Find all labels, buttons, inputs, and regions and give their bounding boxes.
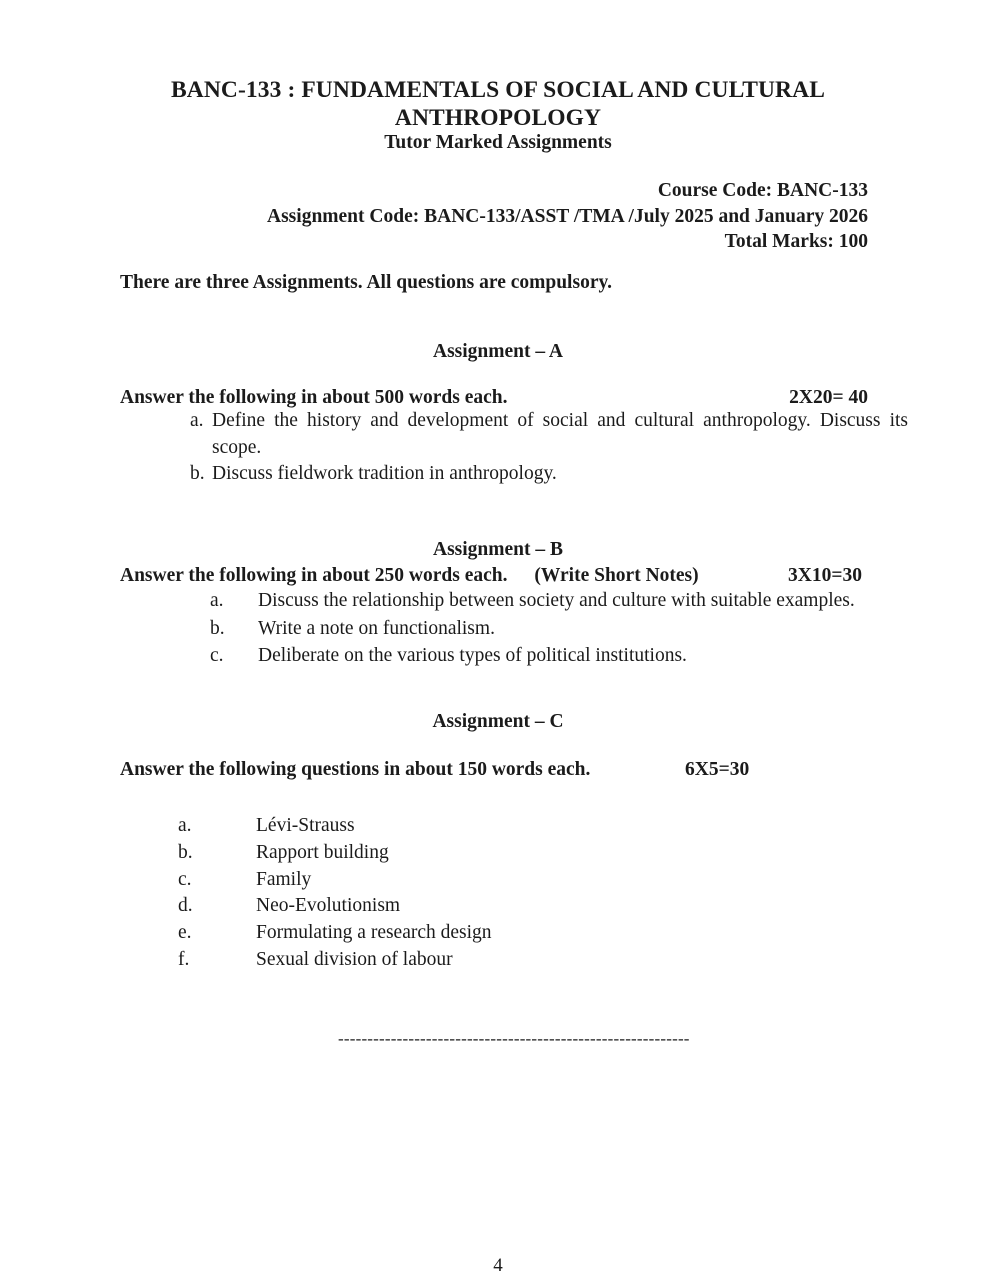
list-item-marker: e.	[178, 922, 192, 944]
list-item-text: Formulating a research design	[256, 922, 492, 944]
list-item	[178, 920, 878, 947]
list-item-text: Write a note on functionalism.	[258, 617, 495, 639]
list-item-text: Lévi-Strauss	[256, 815, 355, 836]
list-item-text: Discuss fieldwork tradition in anthropology.	[212, 463, 557, 484]
assignment-c-question-list	[178, 813, 878, 974]
assignment-code: Assignment Code: BANC-133/ASST /TMA /July 2025 and January 2026	[267, 205, 868, 227]
list-item-marker: b.	[210, 617, 225, 639]
list-item-text: Rapport building	[256, 841, 389, 863]
assignment-a-marks: 2X20= 40	[789, 387, 868, 408]
list-item	[190, 408, 908, 461]
list-item-text: Neo-Evolutionism	[256, 895, 401, 917]
section-divider: ------------------------------------------------------------	[338, 1030, 690, 1048]
page-number: 4	[493, 1255, 503, 1276]
list-item-marker: a.	[210, 590, 224, 611]
list-item-text: Discuss the relationship between society and culture with suitable examples.	[258, 590, 855, 611]
list-item	[210, 587, 880, 615]
list-item	[178, 840, 878, 867]
page-title: BANC-133 : FUNDAMENTALS OF SOCIAL AND CULTURAL ANTHROPOLOGY	[171, 77, 825, 131]
list-item	[190, 461, 908, 488]
assignment-b-note: (Write Short Notes)	[534, 565, 699, 586]
list-item-marker: c.	[178, 868, 192, 890]
assignment-a-instruction: Answer the following in about 500 words each.	[120, 387, 508, 408]
list-item-marker: a.	[178, 815, 192, 836]
intro-text: There are three Assignments. All questions are compulsory.	[120, 272, 613, 293]
list-item-text: Sexual division of labour	[256, 948, 453, 970]
list-item-text: Deliberate on the various types of political institutions.	[258, 645, 687, 666]
assignment-a-instruction-row	[120, 386, 868, 410]
list-item	[178, 813, 878, 840]
assignment-c-marks: 6X5=30	[685, 759, 750, 780]
assignment-b-marks: 3X10=30	[788, 565, 862, 586]
list-item-marker: f.	[178, 948, 190, 970]
list-item-marker: c.	[210, 645, 224, 666]
total-marks: Total Marks: 100	[724, 231, 868, 252]
assignment-c-instruction-row	[120, 758, 868, 782]
assignment-b-instruction: Answer the following in about 250 words each.	[120, 565, 508, 586]
assignment-c-heading: Assignment – C	[432, 711, 564, 732]
list-item	[210, 642, 880, 670]
assignment-c-instruction: Answer the following questions in about 150 words each.	[120, 759, 591, 780]
course-code: Course Code: BANC-133	[657, 180, 868, 201]
list-item-marker: a.	[190, 410, 204, 431]
list-item-marker: b.	[178, 841, 193, 863]
list-item	[178, 947, 878, 974]
list-item-text: Define the history and development of social and cultural anthropology. Discuss its scope.	[212, 410, 908, 458]
assignment-b-heading: Assignment – B	[432, 539, 564, 560]
list-item	[178, 867, 878, 894]
page-subtitle: Tutor Marked Assignments	[384, 132, 612, 153]
list-item-text: Family	[256, 868, 312, 890]
assignment-b-question-list	[210, 587, 880, 670]
list-item	[210, 615, 880, 643]
list-item	[178, 893, 878, 920]
list-item-marker: d.	[178, 895, 193, 917]
list-item-marker: b.	[190, 463, 205, 484]
course-meta-block	[120, 178, 868, 255]
assignment-a-heading: Assignment – A	[432, 341, 564, 362]
assignment-a-question-list	[190, 408, 908, 488]
assignment-b-instruction-row	[120, 564, 862, 588]
